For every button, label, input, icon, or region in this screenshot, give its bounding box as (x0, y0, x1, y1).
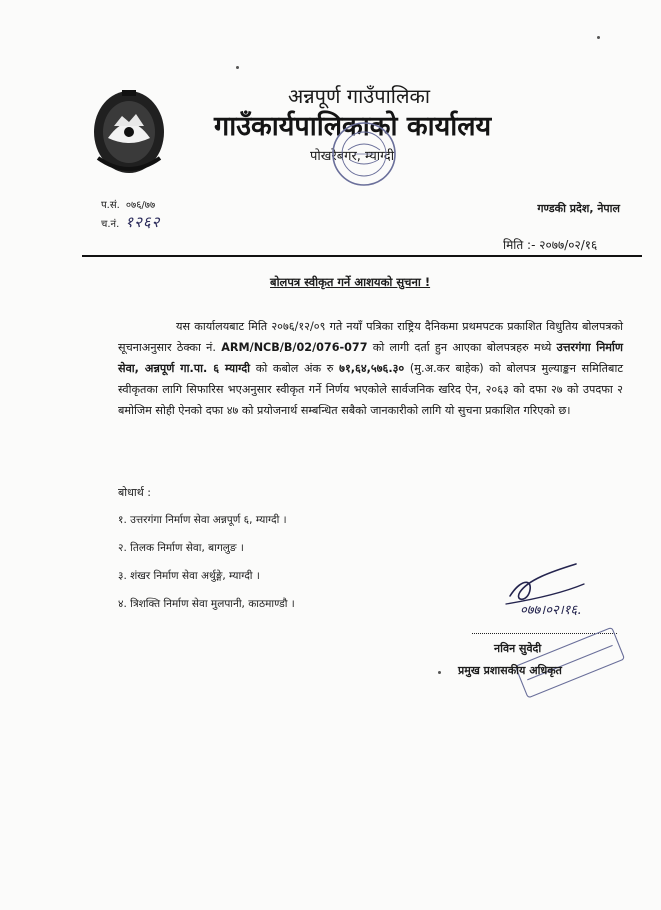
handwritten-signature (480, 558, 620, 616)
body-text-part3: को कबोल अंक रु (250, 362, 340, 375)
cc-item: १. उत्तरगंगा निर्माण सेवा अन्नपूर्ण ६, म्याग्दी । (118, 514, 287, 526)
office-name-heading: गाउँकार्यपालिकाको कार्यालय (214, 111, 492, 142)
province-label: गण्डकी प्रदेश, नेपाल (537, 202, 620, 215)
svg-text:०७७।०२।१६.: ०७७।०२।१६. (520, 603, 582, 616)
cc-item: ३. शंखर निर्माण सेवा अर्थुङ्गे, म्याग्दी । (118, 570, 260, 582)
body-text-part4: (मु.अ.कर बाहेक) को बोलपत्र मुल्याङ्कन समितिबाट स्वीकृतका लागि सिफारिस भएअनुसार स्वीकृत गर्ने निर्णय भएकोले सार्वजनिक खरिद ऐन, २०६३ को दफा २७ को उपदफा २ बमोजिम सोही ऐनको दफा ४७ को प्रयोजनार्थ सम्बन्धित सबैको जानकारीको लागि यो सुचना प्रकाशित गरिएको छ। (118, 362, 623, 417)
cc-item: २. तिलक निर्माण सेवा, बागलुङ । (118, 542, 244, 554)
cc-heading: बोधार्थ : (118, 486, 151, 499)
scan-speck (438, 671, 441, 674)
scan-speck (236, 66, 239, 69)
office-round-stamp (330, 120, 398, 188)
cc-item: ४. त्रिशक्ति निर्माण सेवा मुलपानी, काठमाण्डौ । (118, 598, 295, 610)
date-value: २०७७/०२/१६ (539, 238, 598, 252)
patra-sankhya-value: ०७६/७७ (125, 200, 156, 211)
municipality-name: अन्नपूर्ण गाउँपालिका (288, 84, 431, 108)
chalani-number-row (101, 214, 160, 233)
notice-title: बोलपत्र स्वीकृत गर्ने आशयको सुचना ! (270, 275, 431, 289)
chalani-number-value: १२६२ (125, 213, 161, 231)
cc-list (118, 512, 418, 624)
patra-sankhya-row (101, 198, 160, 214)
signer-designation: प्रमुख प्रशासकीय अधिकृत (458, 664, 562, 677)
body-text-part2: को लागी दर्ता हुन आएका बोलपत्रहरु मध्ये (367, 341, 557, 354)
contract-number: ARM/NCB/B/02/076-077 (221, 341, 368, 354)
chalani-number-label: च.नं. (101, 219, 120, 230)
office-address: पोखरेबगर, म्याग्दी (310, 149, 395, 164)
reference-block (101, 198, 160, 233)
bid-amount: ७१,६४,५७६.३० (339, 362, 405, 375)
header-divider (82, 255, 642, 257)
scan-speck (597, 36, 600, 39)
date-label: मिति :- (503, 238, 536, 252)
notice-body (118, 316, 623, 456)
selected-bidder: उत्तरगंगा निर्माण सेवा, अन्नपूर्ण गा.पा. ६ म्याग्दी (118, 341, 623, 375)
patra-sankhya-label: प.सं. (101, 200, 120, 211)
issue-date (503, 236, 633, 252)
signer-name: नविन सुवेदी (494, 642, 542, 655)
government-emblem-logo (92, 88, 166, 176)
body-text-part1: यस कार्यालयबाट मिति २०७६/१२/०९ गते नयाँ पत्रिका राष्ट्रिय दैनिकमा प्रथमपटक प्रकाशित विधुतिय बोलपत्रको सूचनाअनुसार ठेक्का नं. (118, 320, 623, 354)
